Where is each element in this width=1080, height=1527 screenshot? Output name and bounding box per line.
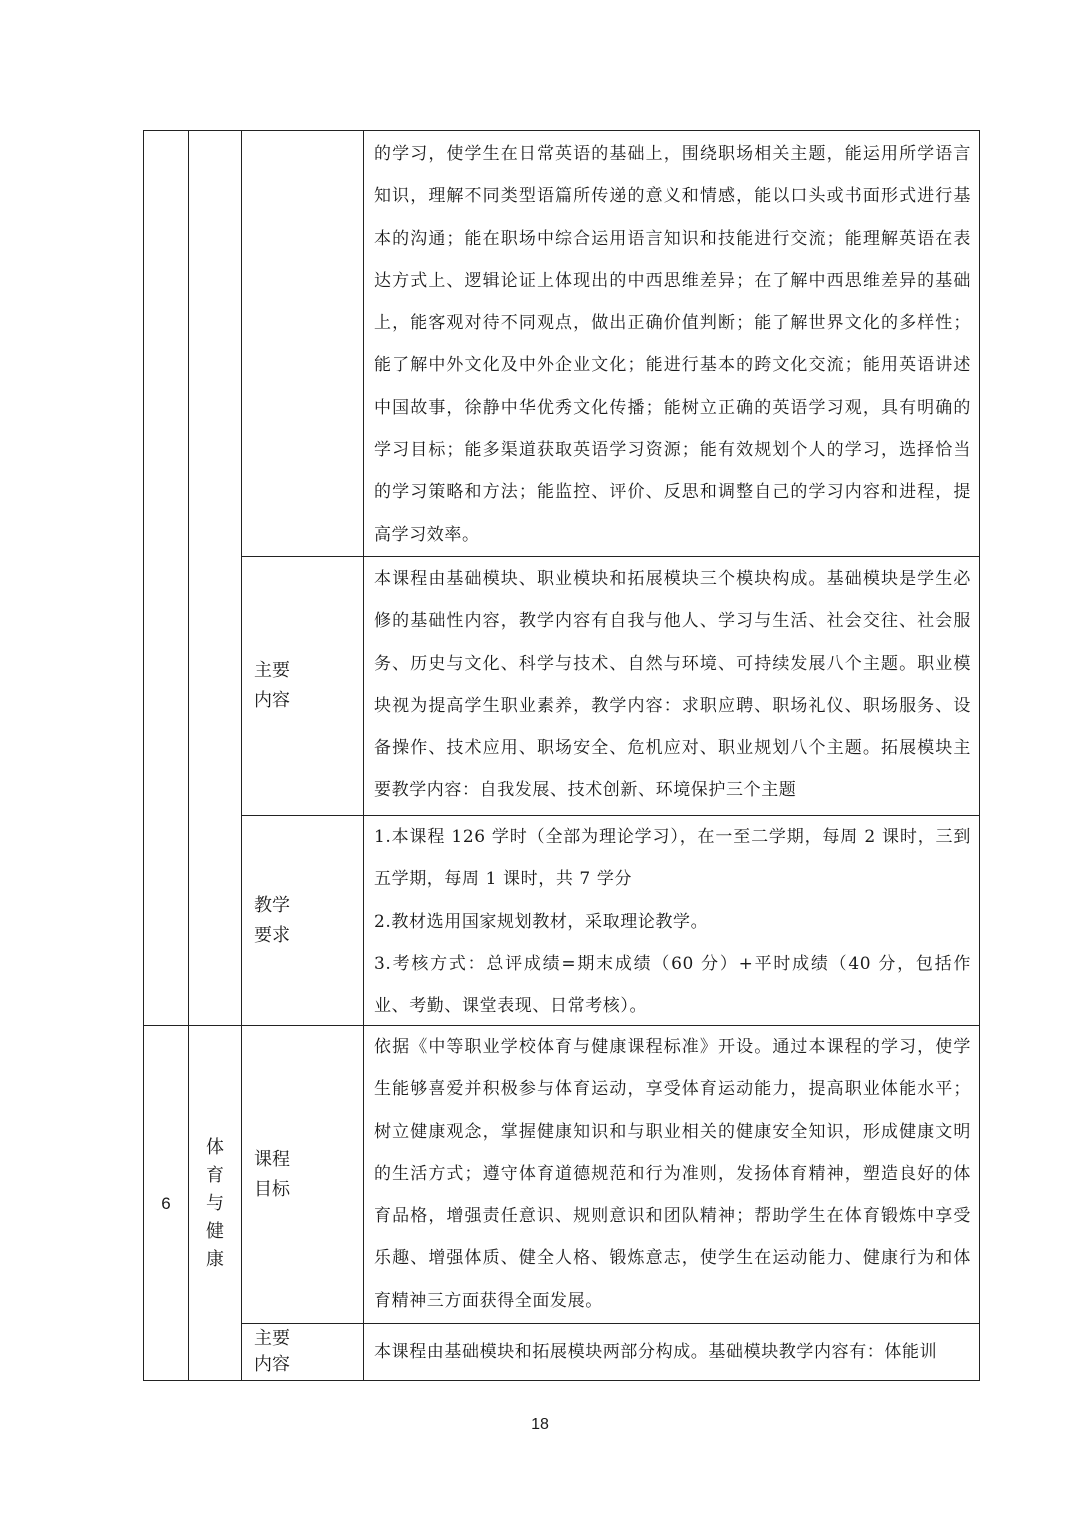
course-name-char: 健	[206, 1220, 224, 1242]
english-requirement-text	[374, 816, 971, 1024]
course-name-char: 体	[206, 1136, 224, 1158]
goal-label	[242, 1026, 363, 1323]
content-label-line-2: 内容	[254, 690, 290, 711]
course-name-char: 与	[206, 1192, 224, 1214]
goal-label-line-1: 课程	[254, 1148, 290, 1170]
english-goal-paragraph: 的学习，使学生在日常英语的基础上，围绕职场相关主题，能运用所学语言知识，理解不同类型语篇所传递的意义和情感，能以口头或书面形式进行基本的沟通；能在职场中综合运用语言知识和技能进行交流；能理解英语在表达方式上、逻辑论证上体现出的中西思维差异；在了解中西思维差异的基础上，能客观对待不同观点，做出正确价值判断；能了解世界文化的多样性；能了解中外文化及中外企业文化；能进行基本的跨文化交流；能用英语讲述中国故事，徐静中华优秀文化传播；能树立正确的英语学习观，具有明确的学习目标；能多渠道获取英语学习资源；能有效规划个人的学习，选择恰当的学习策略和方法；能监控、评价、反思和调整自己的学习内容和进程，提高学习效率。	[374, 144, 971, 545]
pe-content-label	[242, 1324, 363, 1380]
english-content-text	[374, 558, 971, 814]
content-label-line-1: 主要	[254, 660, 290, 681]
row-number	[144, 1026, 188, 1381]
content-label	[242, 557, 363, 815]
requirement-item-1: 1.本课程 126 学时（全部为理论学习），在一至二学期，每周 2 课时，三到五学期，每周 1 课时，共 7 学分	[374, 827, 971, 890]
english-goal-text	[374, 133, 971, 553]
course-name	[189, 1026, 241, 1381]
requirement-label-line-2: 要求	[254, 924, 290, 946]
pe-content-paragraph: 本课程由基础模块和拓展模块两部分构成。基础模块教学内容有：体能训	[374, 1342, 938, 1362]
pe-content-text	[374, 1331, 971, 1379]
course-name-char: 育	[206, 1164, 224, 1186]
course-name-char: 康	[206, 1248, 224, 1270]
requirement-label-line-1: 教学	[254, 894, 290, 916]
pe-content-label-line-2: 内容	[254, 1354, 290, 1375]
goal-label-line-2: 目标	[254, 1178, 290, 1200]
page-number: 18	[531, 1416, 549, 1433]
requirement-item-3: 3.考核方式：总评成绩=期末成绩（60 分）+平时成绩（40 分，包括作业、考勤、课堂表现、日常考核）。	[374, 953, 971, 1017]
english-content-paragraph: 本课程由基础模块、职业模块和拓展模块三个模块构成。基础模块是学生必修的基础性内容，教学内容有自我与他人、学习与生活、社会交往、社会服务、历史与文化、科学与技术、自然与环境、可持续发展八个主题。职业模块视为提高学生职业素养，教学内容：求职应聘、职场礼仪、职场服务、设备操作、技术应用、职场安全、危机应对、职业规划八个主题。拓展模块主要教学内容：自我发展、技术创新、环境保护三个主题	[374, 569, 971, 801]
pe-content-label-line-1: 主要	[254, 1328, 290, 1349]
requirement-item-2: 2.教材选用国家规划教材，采取理论教学。	[374, 911, 709, 932]
course-table	[143, 130, 980, 1381]
row-number-value: 6	[161, 1193, 171, 1213]
pe-goal-paragraph: 依据《中等职业学校体育与健康课程标准》开设。通过本课程的学习，使学生能够喜爱并积极参与体育运动，享受体育运动能力，提高职业体能水平；树立健康观念，掌握健康知识和与职业相关的健康安全知识，形成健康文明的生活方式；遵守体育道德规范和行为准则，发扬体育精神，塑造良好的体育品格，增强责任意识、规则意识和团队精神；帮助学生在体育锻炼中享受乐趣、增强体质、健全人格、锻炼意志，使学生在运动能力、健康行为和体育精神三方面获得全面发展。	[374, 1037, 971, 1311]
col-divider-3	[363, 131, 364, 1380]
requirement-label	[242, 816, 363, 1025]
pe-goal-text	[374, 1026, 971, 1322]
